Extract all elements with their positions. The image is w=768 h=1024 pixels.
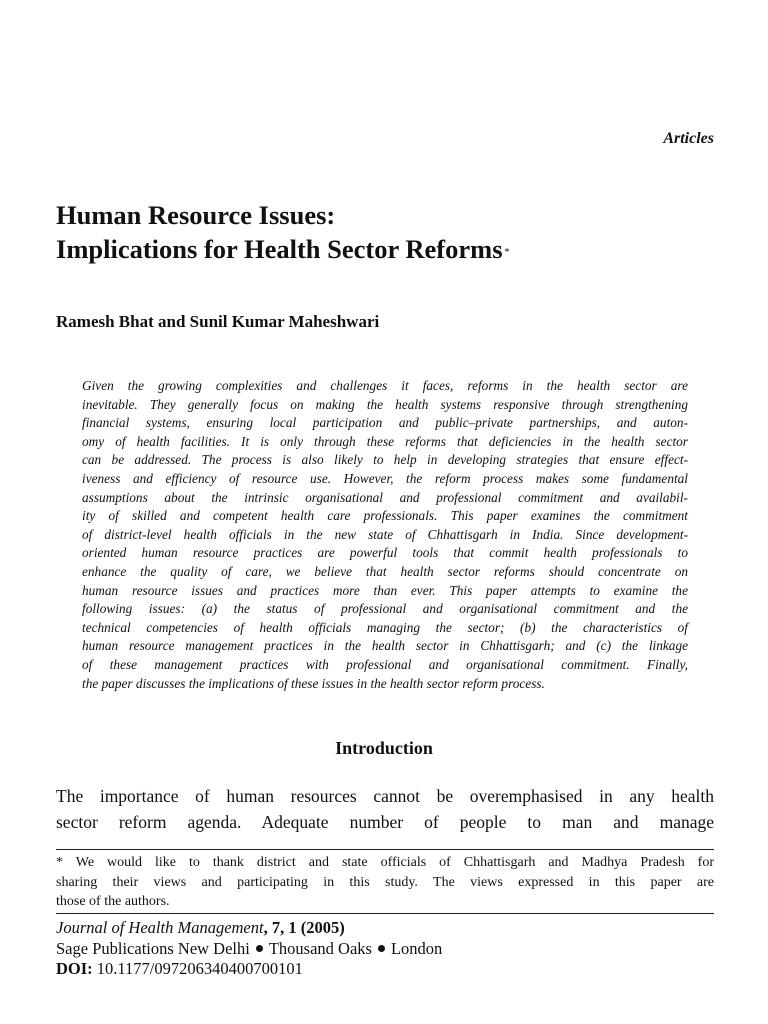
abstract-line: oriented human resource practices are powerful tools that commit health professionals to — [82, 545, 688, 561]
abstract-line: iveness and efficiency of resource use. However, the reform process makes some fundamental — [82, 470, 688, 486]
footnote — [56, 853, 714, 912]
body-line: sector reform agenda. Adequate number of people to man and manage — [56, 812, 714, 832]
doi-label: DOI: — [56, 959, 93, 978]
abstract-line: financial systems, ensuring local participation and public–private partnerships, and auton- — [82, 415, 688, 431]
abstract-line: Given the growing complexities and challenges it faces, reforms in the health sector are — [82, 378, 688, 393]
abstract-line: assumptions about the intrinsic organisational and professional commitment and availabil- — [82, 489, 688, 505]
bullet-icon — [378, 945, 385, 952]
journal-citation — [56, 918, 714, 939]
journal-info — [56, 918, 714, 980]
footnote-line: those of the authors. — [56, 894, 170, 909]
doi-line — [56, 959, 714, 980]
section-heading-introduction: Introduction — [335, 738, 433, 758]
journal-divider — [56, 913, 714, 914]
footnote-line: * We would like to thank district and state officials of Chhattisgarh and Madhya Pradesh for — [56, 855, 714, 870]
title-footnote-marker: * — [504, 247, 510, 258]
abstract-line: inevitable. They generally focus on making the health systems responsive through strengthening — [82, 396, 688, 412]
abstract-line: technical competencies of health officials managing the sector; (b) the characteristics of — [82, 619, 688, 635]
publisher-line — [56, 939, 714, 960]
body-paragraph — [56, 783, 714, 835]
journal-name: Journal of Health Management — [56, 918, 264, 937]
publisher: Sage Publications New Delhi — [56, 938, 250, 958]
abstract — [82, 377, 688, 693]
section-label: Articles — [663, 130, 714, 147]
doi-value: 10.1177/097206340400700101 — [92, 959, 303, 978]
abstract-line: enhance the quality of care, we believe that health sector reforms should concentrate on — [82, 563, 688, 579]
abstract-line: following issues: (a) the status of professional and organisational commitment and the — [82, 601, 688, 617]
footnote-divider — [56, 849, 714, 850]
publisher-city-2: Thousand Oaks — [268, 938, 372, 958]
body-line: The importance of human resources cannot be overemphasised in any health — [56, 786, 714, 806]
title-line-1: Human Resource Issues: — [56, 200, 336, 230]
footnote-line: sharing their views and participating in this study. The views expressed in this paper are — [56, 874, 714, 890]
title-line-2-text: Implications for Health Sector Reforms — [56, 234, 503, 264]
abstract-line: human resource management practices in the health sector in Chhattisgarh; and (c) the linkage — [82, 638, 688, 654]
abstract-line: of district-level health officials in the new state of Chhattisgarh in India. Since development- — [82, 526, 688, 542]
bullet-icon — [256, 945, 263, 952]
article-title — [56, 198, 716, 266]
authors: Ramesh Bhat and Sunil Kumar Maheshwari — [56, 312, 380, 331]
abstract-line: the paper discusses the implications of these issues in the health sector reform process. — [82, 675, 545, 691]
title-line-2 — [56, 232, 716, 266]
journal-issue: , 7, 1 (2005) — [263, 918, 345, 937]
abstract-line: ity of skilled and competent health care professionals. This paper examines the commitment — [82, 508, 688, 524]
abstract-line: of these management practices with professional and organisational commitment. Finally, — [82, 656, 688, 672]
abstract-line: human resource issues and practices more than ever. This paper attempts to examine the — [82, 582, 688, 598]
publisher-city-3: London — [390, 938, 443, 958]
abstract-line: omy of health facilities. It is only through these reforms that deficiencies in the health sector — [82, 433, 688, 449]
abstract-line: can be addressed. The process is also likely to help in developing strategies that ensure effect- — [82, 452, 688, 468]
